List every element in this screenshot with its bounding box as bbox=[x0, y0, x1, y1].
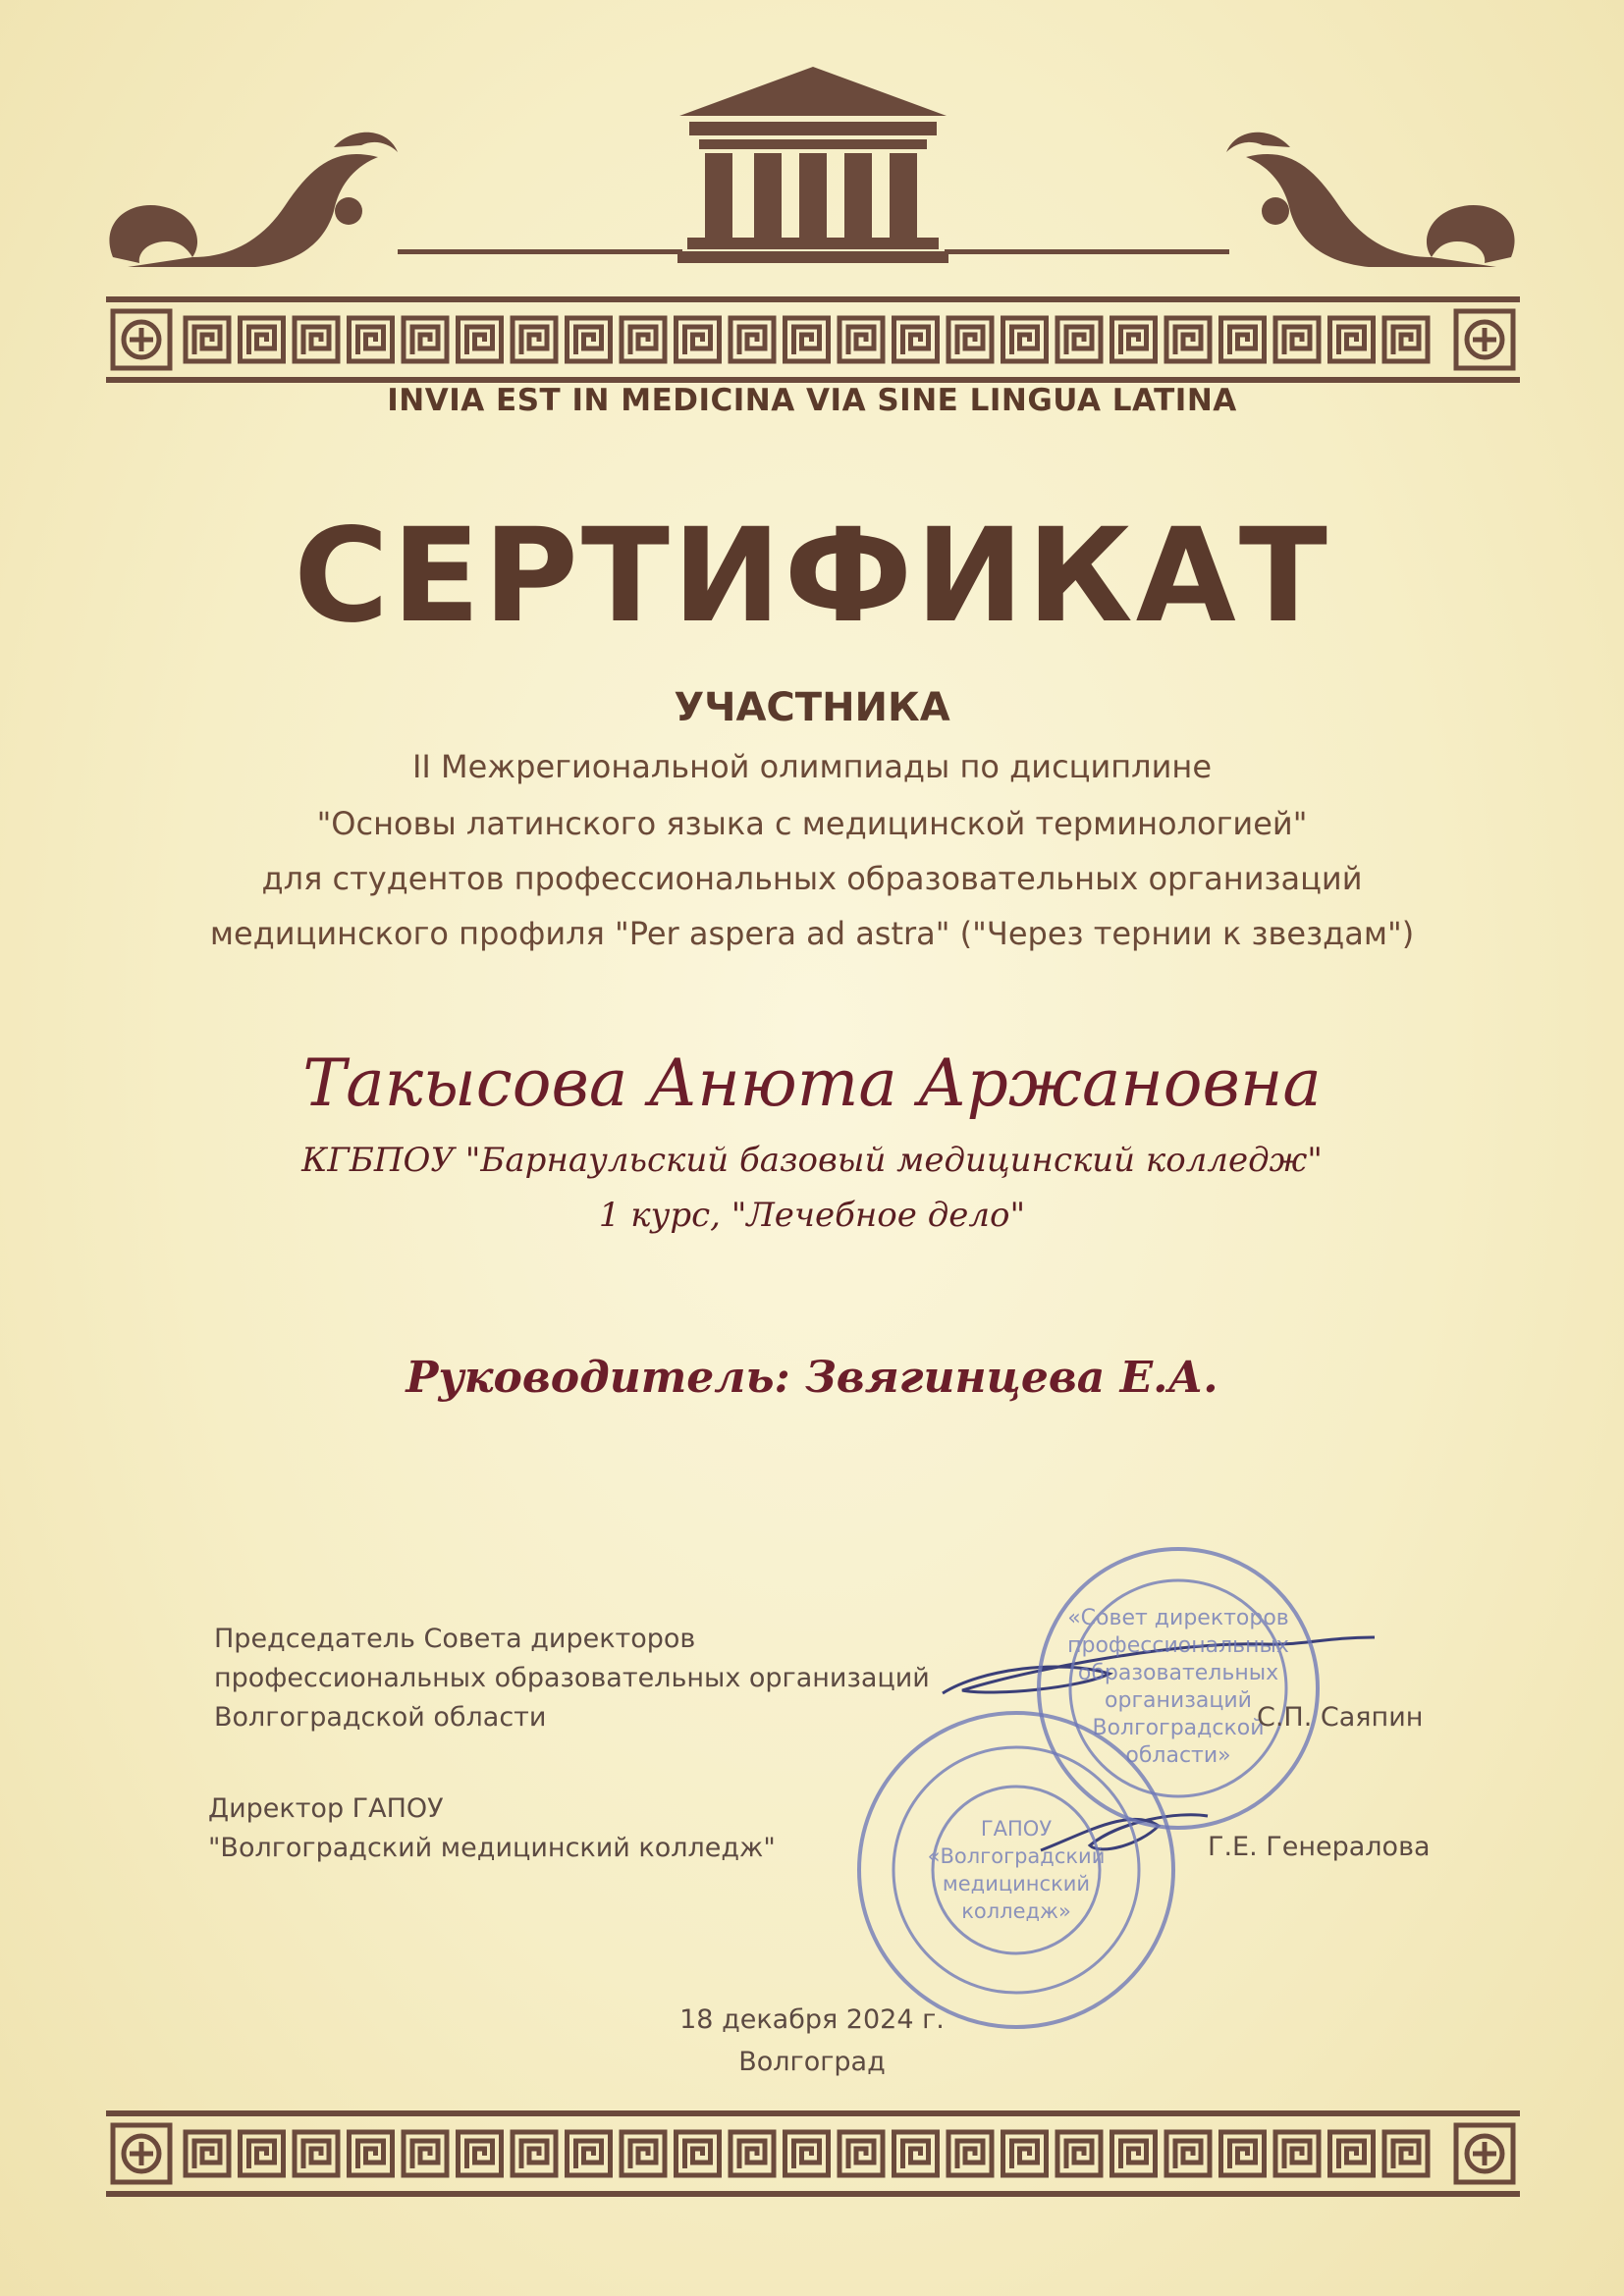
stamp-text: «Совет директоров bbox=[1067, 1606, 1289, 1630]
temple-icon bbox=[677, 67, 948, 263]
stamp-text: области» bbox=[1125, 1743, 1231, 1768]
meander-unit bbox=[622, 318, 665, 361]
meander-unit bbox=[839, 318, 883, 361]
description-line: медицинского профиля "Per aspera ad astra" ("Через тернии к звездам") bbox=[209, 915, 1415, 952]
meander-unit bbox=[894, 318, 938, 361]
college-stamp bbox=[859, 1713, 1173, 2027]
bottom-meander-border bbox=[106, 2110, 1520, 2197]
meander-unit bbox=[1057, 2132, 1101, 2175]
meander-unit bbox=[241, 2132, 284, 2175]
meander-unit bbox=[1275, 318, 1319, 361]
stamp-text: Волгоградской bbox=[1092, 1716, 1265, 1740]
meander-unit bbox=[459, 2132, 502, 2175]
description-line: для студентов профессиональных образовательных организаций bbox=[261, 860, 1363, 897]
meander-unit bbox=[1166, 318, 1210, 361]
signatory-title-line: профессиональных образовательных организаций bbox=[214, 1663, 930, 1693]
meander-unit bbox=[622, 2132, 665, 2175]
certificate-subtitle: УЧАСТНИКА bbox=[674, 685, 950, 730]
meander-unit bbox=[1384, 318, 1428, 361]
meander-unit bbox=[677, 318, 720, 361]
meander-unit bbox=[785, 2132, 829, 2175]
meander-unit bbox=[459, 318, 502, 361]
stamp-text: образовательных bbox=[1077, 1661, 1279, 1685]
meander-unit bbox=[295, 2132, 338, 2175]
stamp-text: организаций bbox=[1105, 1688, 1252, 1713]
meander-unit bbox=[1384, 2132, 1428, 2175]
meander-unit bbox=[1112, 2132, 1156, 2175]
top-meander-border bbox=[106, 296, 1520, 383]
meander-unit bbox=[295, 318, 338, 361]
left-scroll-ornament-icon bbox=[109, 133, 398, 267]
meander-unit bbox=[731, 318, 774, 361]
meander-unit bbox=[1003, 318, 1047, 361]
recipient-college: КГБПОУ "Барнаульский базовый медицинский колледж" bbox=[301, 1141, 1323, 1180]
meander-unit bbox=[404, 2132, 447, 2175]
description-line: "Основы латинского языка с медицинской терминологией" bbox=[316, 805, 1308, 842]
meander-unit bbox=[186, 318, 229, 361]
recipient-course: 1 курс, "Лечебное дело" bbox=[598, 1196, 1026, 1235]
meander-unit bbox=[1330, 318, 1374, 361]
stamp-text: ГАПОУ bbox=[980, 1817, 1053, 1841]
meander-unit bbox=[894, 2132, 938, 2175]
meander-unit bbox=[513, 2132, 556, 2175]
motto: INVIA EST IN MEDICINA VIA SINE LINGUA LATINA bbox=[387, 383, 1237, 418]
meander-unit bbox=[839, 2132, 883, 2175]
right-scroll-ornament-icon bbox=[1226, 133, 1515, 267]
meander-unit bbox=[241, 318, 284, 361]
council-stamp bbox=[1039, 1549, 1318, 1828]
stamp-text: колледж» bbox=[961, 1899, 1071, 1923]
meander-unit bbox=[1003, 2132, 1047, 2175]
meander-unit bbox=[1330, 2132, 1374, 2175]
issue-date: 18 декабря 2024 г. bbox=[679, 2004, 945, 2035]
certificate-title: СЕРТИФИКАТ bbox=[294, 501, 1330, 652]
meander-unit bbox=[404, 318, 447, 361]
signatory-title-line: Директор ГАПОУ bbox=[208, 1793, 444, 1824]
meander-unit bbox=[186, 2132, 229, 2175]
signatory-title-line: Волгоградской области bbox=[214, 1702, 547, 1733]
meander-unit bbox=[568, 2132, 611, 2175]
meander-unit bbox=[568, 318, 611, 361]
meander-unit bbox=[513, 318, 556, 361]
meander-unit bbox=[948, 318, 992, 361]
issue-city: Волгоград bbox=[738, 2047, 886, 2077]
signatory-title-line: Председатель Совета директоров bbox=[214, 1624, 696, 1654]
signatory-name: Г.Е. Генералова bbox=[1208, 1832, 1431, 1862]
meander-unit bbox=[1275, 2132, 1319, 2175]
recipient-name: Такысова Анюта Аржановна bbox=[302, 1045, 1322, 1121]
signatory-title-line: "Волгоградский медицинский колледж" bbox=[208, 1833, 776, 1863]
stamp-text: «Волгоградский bbox=[927, 1844, 1106, 1868]
stamp-text: профессиональных bbox=[1067, 1633, 1289, 1658]
description-line: II Межрегиональной олимпиады по дисциплине bbox=[411, 748, 1213, 785]
meander-unit bbox=[350, 2132, 393, 2175]
meander-unit bbox=[1221, 2132, 1265, 2175]
meander-unit bbox=[350, 318, 393, 361]
meander-unit bbox=[1112, 318, 1156, 361]
meander-unit bbox=[731, 2132, 774, 2175]
meander-unit bbox=[677, 2132, 720, 2175]
meander-unit bbox=[1057, 318, 1101, 361]
stamp-text: медицинский bbox=[942, 1872, 1091, 1896]
supervisor: Руководитель: Звягинцева Е.А. bbox=[406, 1353, 1218, 1403]
meander-unit bbox=[948, 2132, 992, 2175]
meander-unit bbox=[785, 318, 829, 361]
signatory-name: С.П. Саяпин bbox=[1257, 1702, 1424, 1733]
meander-unit bbox=[1166, 2132, 1210, 2175]
meander-unit bbox=[1221, 318, 1265, 361]
